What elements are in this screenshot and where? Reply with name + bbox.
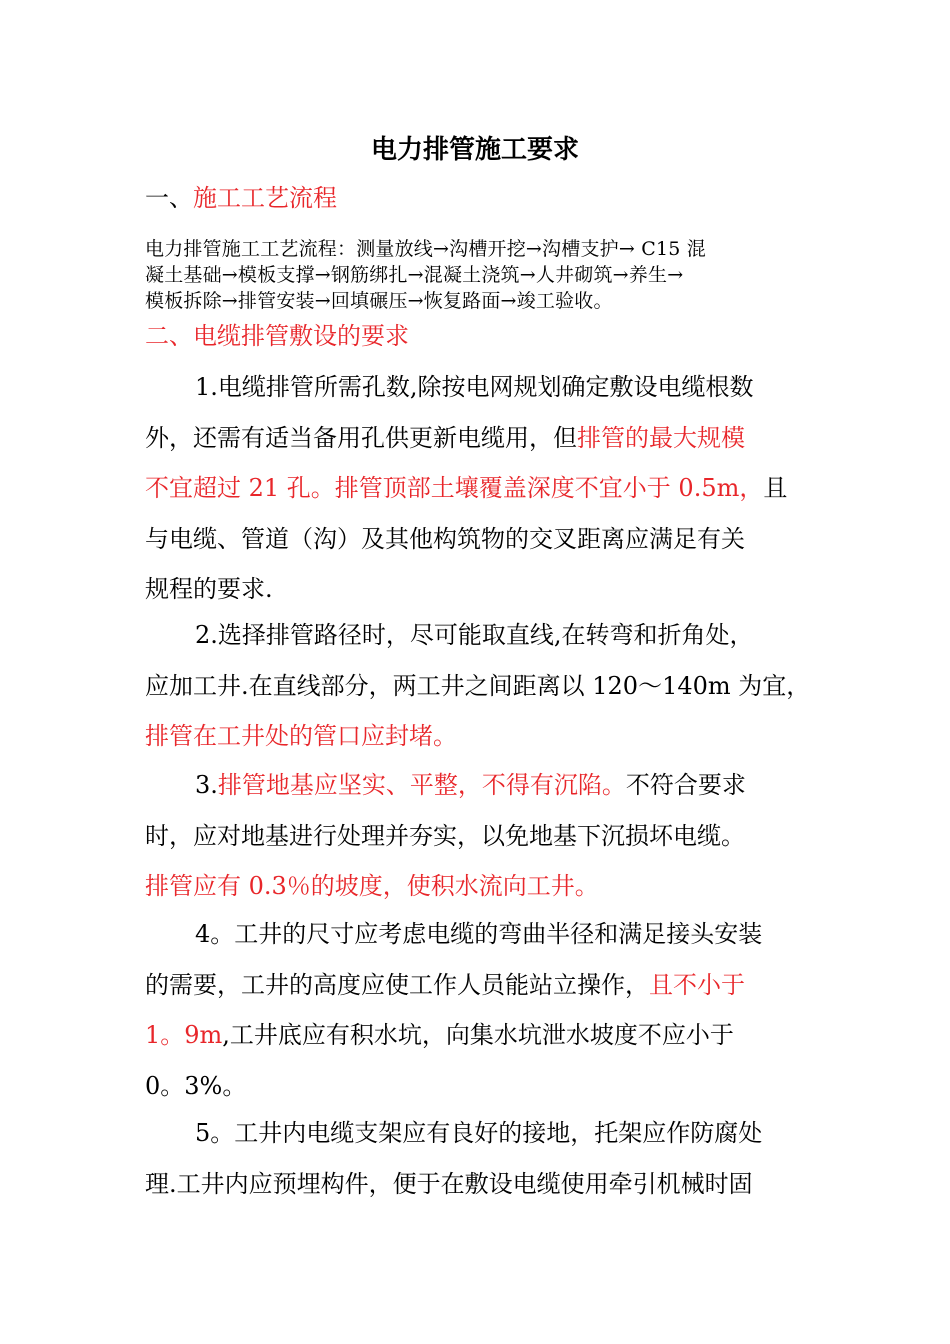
req3-line-1 (145, 760, 810, 811)
req4-highlight-2: 1。9m (145, 1021, 223, 1049)
req1-line-5: 规程的要求. (145, 575, 273, 603)
req4-highlight: 且不小于 (649, 970, 745, 999)
flow-line-3: 模板拆除→排管安装→回填碾压→恢复路面→竣工验收。 (145, 290, 613, 312)
req4-line-3 (145, 1010, 810, 1061)
page-title: 电力排管施工要求 (370, 135, 579, 165)
process-flow-paragraph (145, 236, 809, 314)
section-1-title: 施工工艺流程 (193, 184, 337, 212)
req3-text: 不符合要求 (625, 771, 746, 799)
req5-line-1: 5。工井内电缆支架应有良好的接地，托架应作防腐处 (195, 1119, 763, 1147)
req4-line-1: 4。工井的尺寸应考虑电缆的弯曲半径和满足接头安装 (195, 920, 763, 948)
requirement-2 (145, 610, 810, 762)
req4-line-2 (145, 960, 810, 1011)
req1-line-4: 与电缆、管道（沟）及其他构筑物的交叉距离应满足有关 (145, 524, 745, 553)
req4-text-2: ,工井底应有积水坑，向集水坑泄水坡度不应小于 (222, 1021, 734, 1049)
req5-line-2: 理.工井内应预埋构件，便于在敷设电缆使用牵引机械时固 (145, 1169, 753, 1198)
req1-line-2 (145, 413, 810, 464)
req3-highlight: 排管地基应坚实、平整，不得有沉陷。 (217, 771, 626, 799)
section-2-heading: 二、电缆排管敷设的要求 (145, 322, 409, 350)
req1-line-1: 1.电缆排管所需孔数,除按电网规划确定敷设电缆根数 (195, 373, 754, 401)
requirement-3 (145, 760, 810, 912)
flow-line-1: 电力排管施工工艺流程：测量放线→沟槽开挖→沟槽支护→ C15 混 (145, 238, 706, 260)
req4-line-4: 0。3%。 (145, 1071, 247, 1100)
req1-highlight: 排管的最大规模 (577, 423, 745, 452)
req2-line-3: 排管在工井处的管口应封堵。 (145, 722, 457, 750)
requirement-1 (145, 362, 810, 615)
section-1-prefix: 一、 (145, 184, 193, 212)
requirement-4 (145, 909, 810, 1111)
req3-line-2: 时，应对地基进行处理并夯实，以免地基下沉损坏电缆。 (145, 821, 745, 850)
req2-line-2: 应加工井.在直线部分，两工井之间距离以 120～140m 为宜， (145, 671, 811, 700)
flow-line-2: 凝土基础→模板支撑→钢筋绑扎→混凝土浇筑→人井砌筑→养生→ (145, 264, 684, 286)
req3-line-3: 排管应有 0.3％的坡度，使积水流向工井。 (145, 872, 599, 900)
req1-line-3 (145, 463, 810, 514)
req2-line-1: 2.选择排管路径时，尽可能取直线,在转弯和折角处， (195, 621, 754, 649)
req1-text-2: 且 (763, 474, 788, 502)
req4-text: 的需要，工井的高度应使工作人员能站立操作， (145, 970, 649, 999)
requirement-5 (145, 1108, 810, 1209)
req3-number: 3. (195, 771, 218, 799)
req1-text: 外，还需有适当备用孔供更新电缆用，但 (145, 423, 577, 452)
section-1-heading (145, 182, 337, 214)
req1-highlight-2: 不宜超过 21 孔。排管顶部土壤覆盖深度不宜小于 0.5m， (145, 474, 764, 502)
